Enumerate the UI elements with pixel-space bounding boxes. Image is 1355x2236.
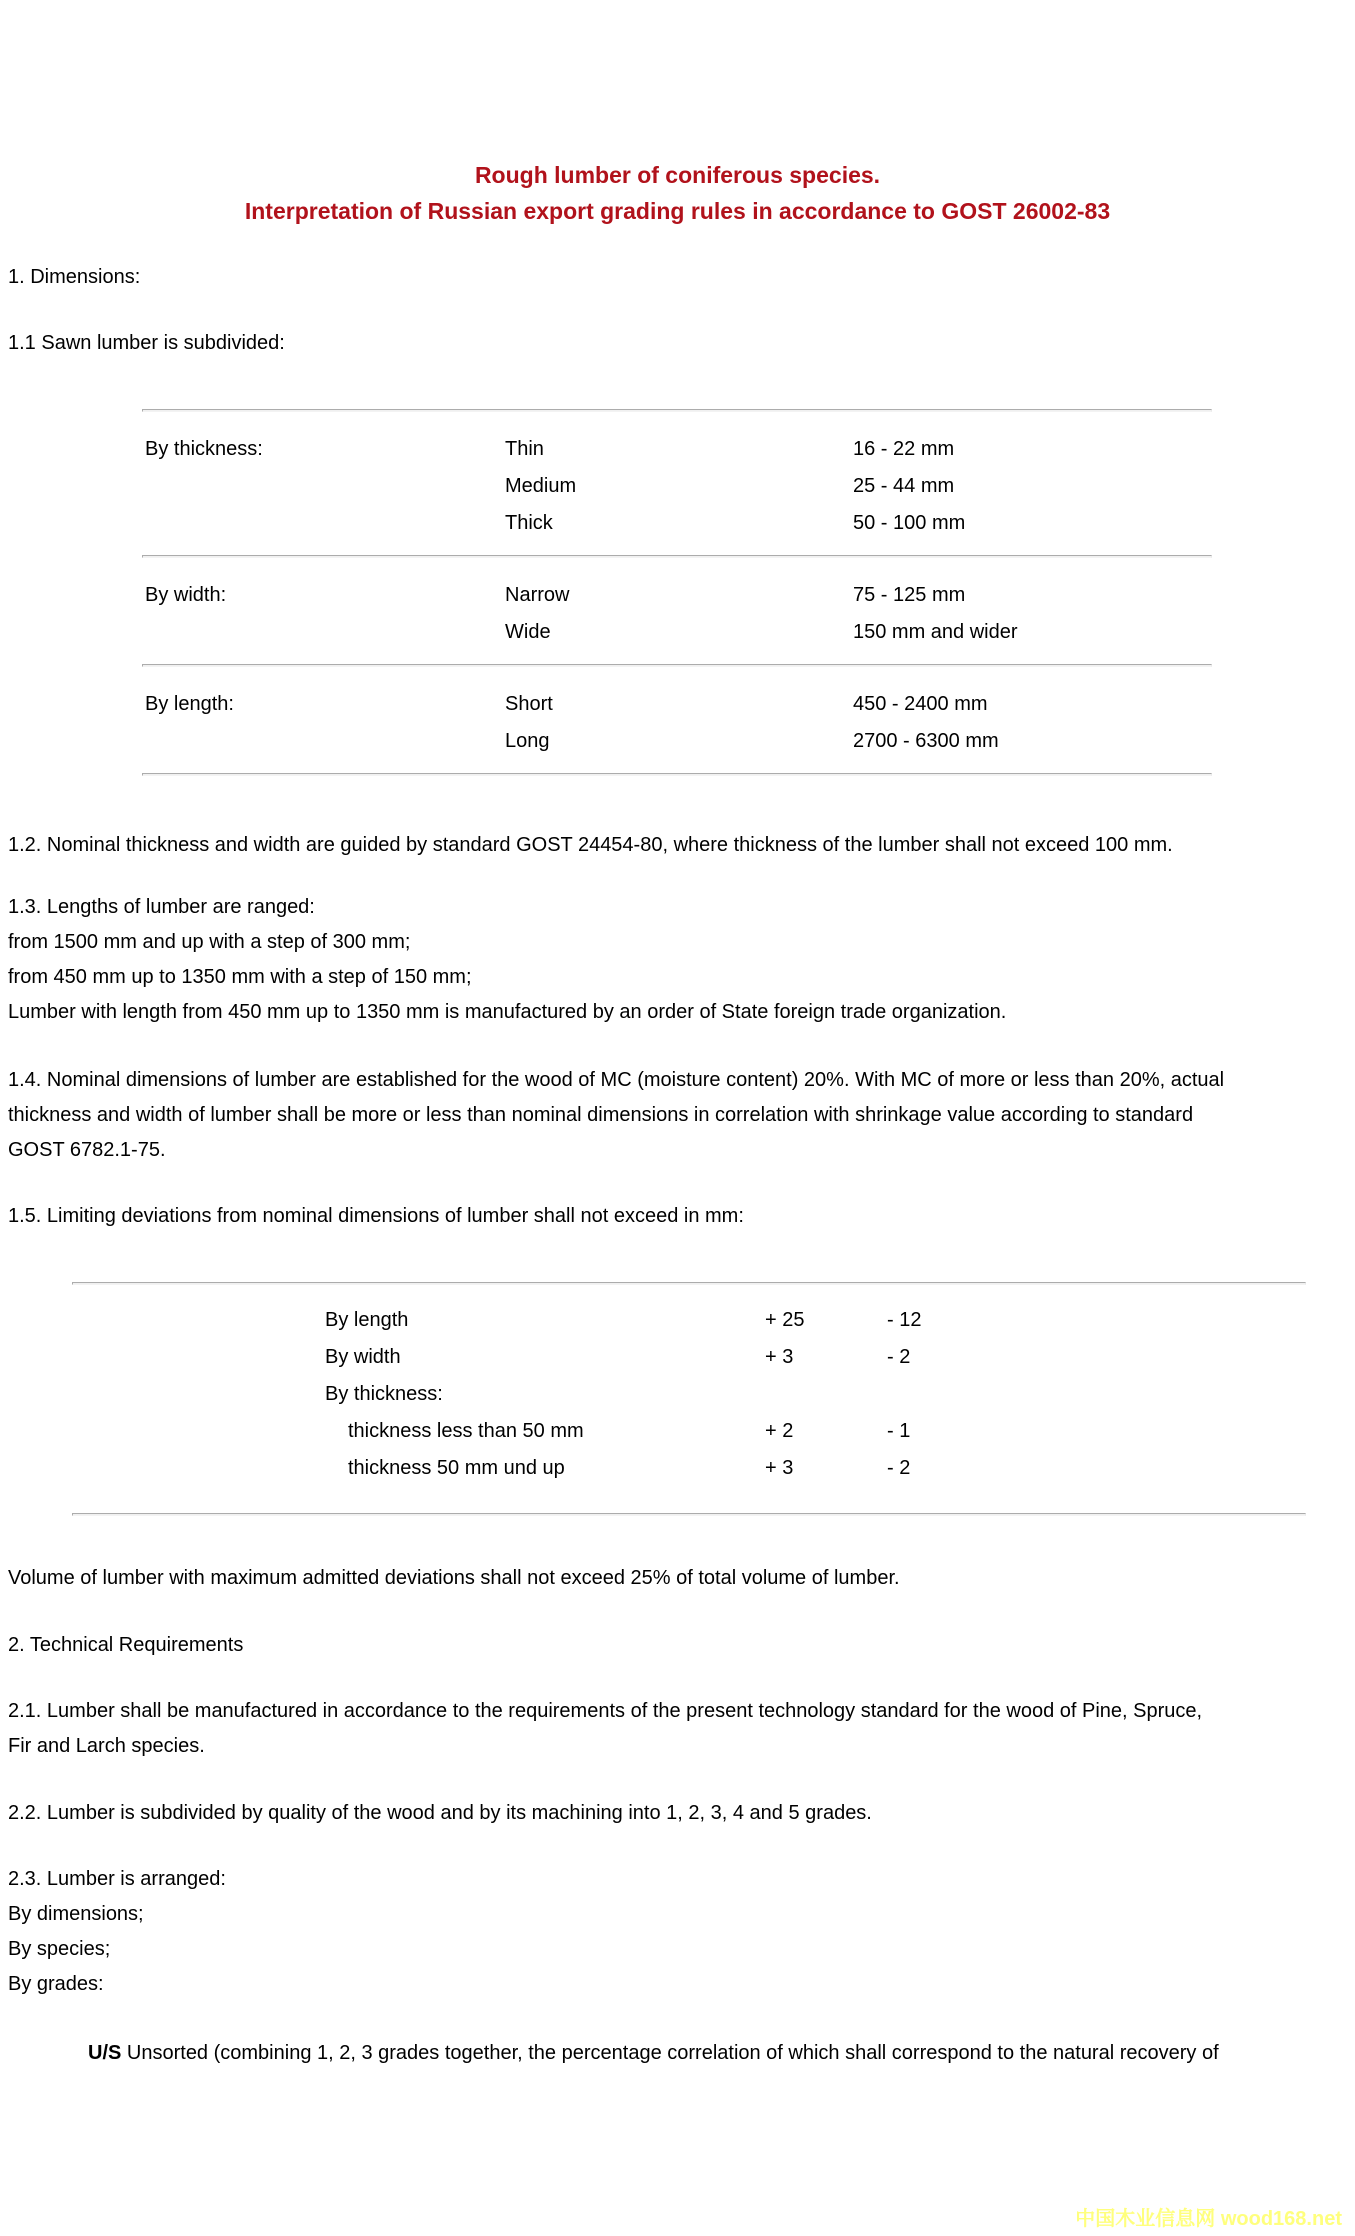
size-range: 450 - 2400 mm [853,693,988,715]
category-label: By length: [145,693,234,715]
grade-description: Unsorted (combining 1, 2, 3 grades together, the percentage correlation of which shall correspond to the natural recovery of [126,2042,1219,2064]
minus-value [887,1376,1306,1413]
paragraph-line: from 1500 mm and up with a step of 300 mm; [8,931,411,953]
table-row [142,505,1212,542]
table-rule [72,1513,1306,1516]
paragraph-line: Fir and Larch species. [8,1735,205,1757]
grade-abbreviation: U/S [88,2042,122,2064]
paragraph-2-2: 2.2. Lumber is subdivided by quality of the wood and by its machining into 1, 2, 3, 4 and 5 grades. [8,1802,872,1824]
paragraph-line: 2.1. Lumber shall be manufactured in accordance to the requirements of the present technology standard for the wood of Pine, Spruce, [8,1700,1203,1722]
plus-value: + 3 [765,1457,794,1479]
watermark: 中国木业信息网 wood168.net [1075,2208,1342,2230]
document-title-line-1: Rough lumber of coniferous species. [474,162,881,188]
deviation-label: thickness less than 50 mm [348,1420,584,1442]
class-name: Long [505,730,550,752]
table-row [142,468,1212,505]
width-group [142,558,1212,664]
size-range: 25 - 44 mm [853,475,955,497]
paragraph-volume: Volume of lumber with maximum admitted deviations shall not exceed 25% of total volume of lumber. [8,1567,900,1589]
paragraph-line: By dimensions; [8,1903,144,1925]
table-row [142,723,1212,760]
table-row [142,431,1212,468]
deviations-table-body [72,1285,1306,1513]
document-title-line-2: Interpretation of Russian export grading rules in accordance to GOST 26002-83 [244,198,1111,224]
deviation-label: By length [325,1309,409,1331]
size-range: 2700 - 6300 mm [853,730,999,752]
class-name: Thick [505,512,553,534]
minus-value: - 2 [887,1346,911,1368]
deviation-row [325,1413,1306,1450]
category-label: By width: [145,584,227,606]
paragraph-2-3-heading: 2.3. Lumber is arranged: [8,1868,226,1890]
class-name: Thin [505,438,544,460]
deviation-label: By width [325,1346,401,1368]
table-row [142,686,1212,723]
paragraph-line: Lumber with length from 450 mm up to 1350 mm is manufactured by an order of State foreign trade organization. [8,1001,1007,1023]
paragraph-1-2: 1.2. Nominal thickness and width are guided by standard GOST 24454-80, where thickness of the lumber shall not exceed 100 mm. [8,834,1173,856]
minus-value: - 1 [887,1420,911,1442]
table-row [142,577,1212,614]
size-range: 16 - 22 mm [853,438,955,460]
section-2-heading: 2. Technical Requirements [8,1634,244,1656]
category-label: By thickness: [145,438,263,460]
thickness-group [142,412,1212,555]
spacer-cell [142,505,505,542]
plus-value [765,1376,887,1413]
deviation-label: By thickness: [325,1383,443,1405]
deviation-row [325,1339,1306,1376]
paragraph-line: from 450 mm up to 1350 mm with a step of 150 mm; [8,966,472,988]
deviation-label: thickness 50 mm und up [348,1457,565,1479]
plus-value: + 2 [765,1420,794,1442]
section-1-1-heading: 1.1 Sawn lumber is subdivided: [8,332,285,354]
spacer-cell [142,468,505,505]
document-title [8,0,1347,229]
paragraph-1-3-heading: 1.3. Lengths of lumber are ranged: [8,896,315,918]
length-group [142,667,1212,773]
deviations-table [72,1282,1306,1516]
section-1-heading: 1. Dimensions: [8,266,141,288]
paragraph-2-1 [8,1694,1347,1764]
table-row [142,614,1212,651]
class-name: Medium [505,475,577,497]
paragraph-line: By grades: [8,1973,104,1995]
spacer-cell [142,614,505,651]
paragraph-line: 1.4. Nominal dimensions of lumber are established for the wood of MC (moisture content) 20%. With MC of more or less than 20%, actual [8,1069,1225,1091]
paragraph-line: GOST 6782.1-75. [8,1139,166,1161]
class-name: Narrow [505,584,570,606]
class-name: Wide [505,621,551,643]
plus-value: + 25 [765,1309,805,1331]
size-range: 50 - 100 mm [853,512,966,534]
paragraph-1-4 [8,1063,1347,1168]
paragraph-1-5: 1.5. Limiting deviations from nominal dimensions of lumber shall not exceed in mm: [8,1205,744,1227]
paragraph-1-3 [8,890,1347,1030]
paragraph-line: thickness and width of lumber shall be more or less than nominal dimensions in correlation with shrinkage value according to standard [8,1104,1194,1126]
class-name: Short [505,693,553,715]
table-rule [142,773,1212,776]
deviation-row [325,1376,1306,1413]
paragraph-2-3 [8,1862,1347,2002]
minus-value: - 2 [887,1457,911,1479]
spacer-cell [142,723,505,760]
size-range: 150 mm and wider [853,621,1018,643]
paragraph-line: By species; [8,1938,111,1960]
minus-value: - 12 [887,1309,922,1331]
us-grade-paragraph [8,2036,1347,2071]
deviation-row [325,1302,1306,1339]
dimensions-table [142,409,1212,776]
deviation-row [325,1450,1306,1487]
size-range: 75 - 125 mm [853,584,966,606]
plus-value: + 3 [765,1346,794,1368]
